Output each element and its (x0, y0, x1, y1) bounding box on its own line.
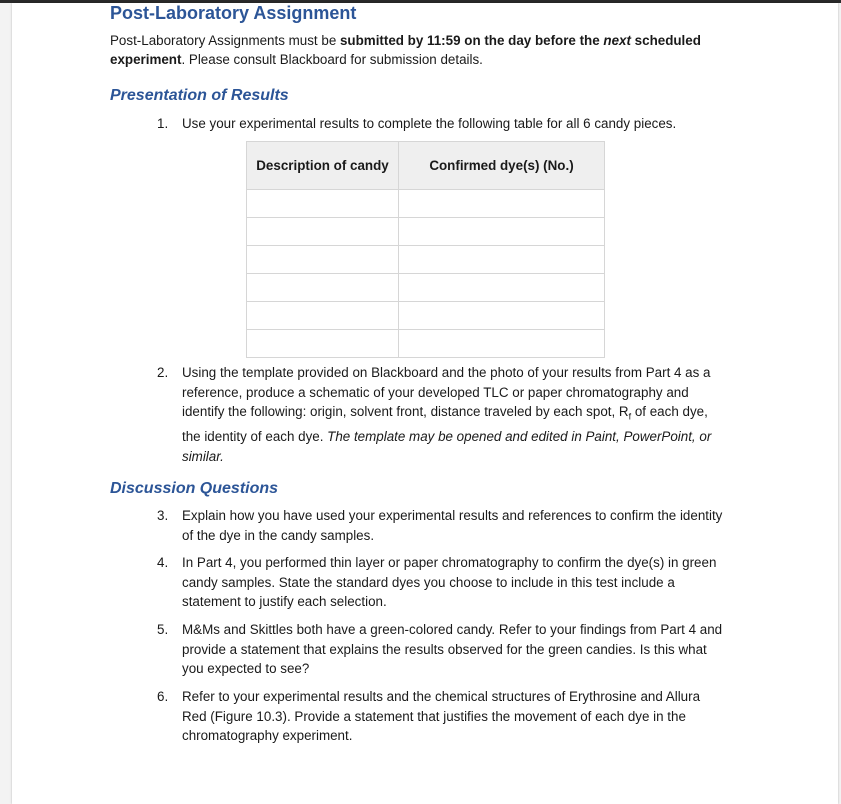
discussion-heading: Discussion Questions (110, 480, 279, 497)
question-number: 3. (157, 508, 169, 523)
document-page (12, 3, 838, 804)
table-row (247, 330, 605, 358)
intro-text: Post-Laboratory Assignments must be (110, 33, 340, 48)
intro-scheduled: scheduled experiment (110, 33, 701, 67)
table-row (247, 302, 605, 330)
cell-confirmed-dye[interactable] (399, 190, 605, 218)
question-4 (157, 553, 727, 612)
table-row (247, 246, 605, 274)
cell-description[interactable] (247, 274, 399, 302)
question-number: 5. (157, 622, 169, 637)
question-6 (157, 687, 727, 746)
question-2 (157, 363, 727, 466)
intro-consult: . Please consult Blackboard for submission details. (181, 52, 483, 67)
question-number: 4. (157, 555, 169, 570)
question-text: Explain how you have used your experimental results and references to confirm the identity of the dye in the candy samples. (182, 508, 723, 543)
question-number: 1. (157, 116, 169, 131)
header-confirmed-dye: Confirmed dye(s) (No.) (399, 142, 605, 190)
question-1 (157, 114, 727, 134)
cell-description[interactable] (247, 246, 399, 274)
cell-description[interactable] (247, 190, 399, 218)
table-row (247, 218, 605, 246)
results-table (246, 141, 605, 358)
cell-confirmed-dye[interactable] (399, 246, 605, 274)
question-number: 2. (157, 365, 169, 380)
cell-confirmed-dye[interactable] (399, 330, 605, 358)
cell-description[interactable] (247, 302, 399, 330)
presentation-heading: Presentation of Results (110, 87, 289, 104)
table-row (247, 190, 605, 218)
table-row (247, 274, 605, 302)
intro-paragraph (110, 31, 710, 69)
table-header-row (247, 142, 605, 190)
assignment-heading: Post-Laboratory Assignment (110, 3, 357, 23)
question-text: Using the template provided on Blackboard and the photo of your results from Part 4 as a reference, produce a schematic of your developed TLC or paper chromatography and identify the following: origin, solvent front, distance traveled by each spot, $R_f$ of each dye, the identity of each dye. The template may be opened and edited in Paint, PowerPoint, or similar. (182, 365, 712, 464)
cell-confirmed-dye[interactable] (399, 274, 605, 302)
question-text: M&Ms and Skittles both have a green-colored candy. Refer to your findings from Part 4 and provide a statement that explains the results observed for the green candies. Is this what you expected to see? (182, 622, 723, 676)
question-text: Refer to your experimental results and the chemical structures of Erythrosine and Allura Red (Figure 10.3). Provide a statement that justifies the movement of each dye in the chromatography experiment. (182, 689, 701, 743)
question-number: 6. (157, 689, 169, 704)
cell-confirmed-dye[interactable] (399, 302, 605, 330)
header-description: Description of candy (247, 142, 399, 190)
intro-next: next (603, 33, 631, 48)
question-text: In Part 4, you performed thin layer or paper chromatography to confirm the dye(s) in green candy samples. State the standard dyes you choose to include in this test include a statement to justify each selection. (182, 555, 717, 609)
cell-description[interactable] (247, 330, 399, 358)
cell-confirmed-dye[interactable] (399, 218, 605, 246)
question-text: Use your experimental results to complete the following table for all 6 candy pieces. (182, 116, 677, 131)
question-5 (157, 620, 727, 679)
intro-deadline: submitted by 11:59 on the day before the (339, 33, 604, 48)
question-3 (157, 506, 727, 545)
cell-description[interactable] (247, 218, 399, 246)
